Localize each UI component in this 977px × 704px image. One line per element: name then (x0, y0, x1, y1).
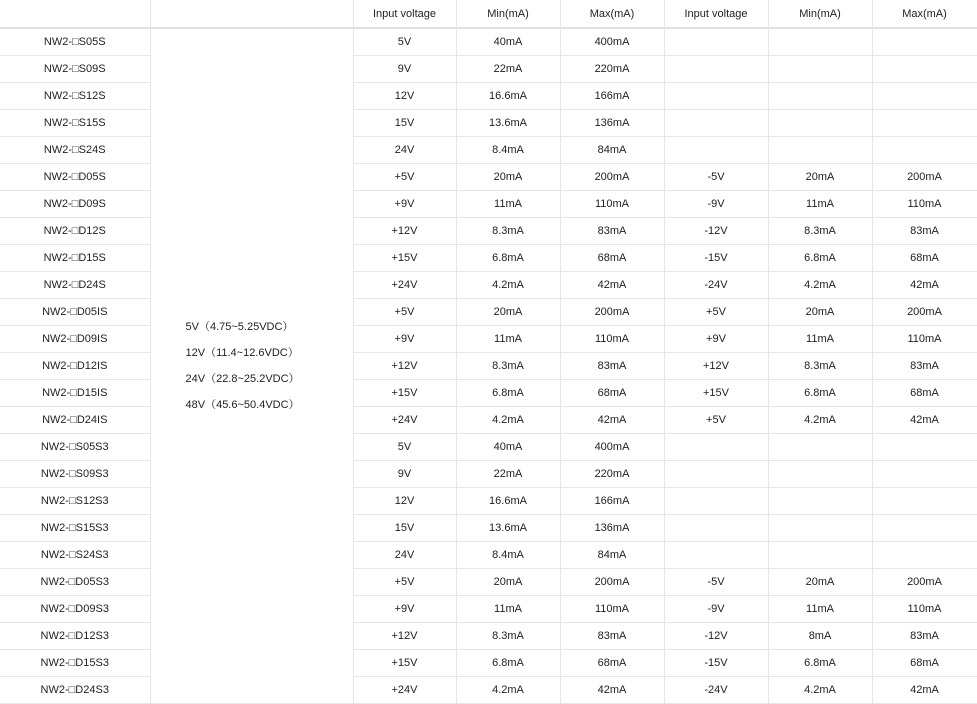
min-2-cell: 8mA (768, 623, 872, 650)
max-2-cell: 42mA (872, 407, 977, 434)
model-cell: NW2-□D24S (0, 272, 150, 299)
max-1-cell: 84mA (560, 137, 664, 164)
table-row (0, 83, 977, 110)
max-1-cell: 110mA (560, 326, 664, 353)
max-1-cell: 110mA (560, 596, 664, 623)
max-2-cell: 200mA (872, 569, 977, 596)
min-2-cell: 6.8mA (768, 245, 872, 272)
max-1-cell: 42mA (560, 677, 664, 704)
table-row (0, 569, 977, 596)
model-cell: NW2-□D12IS (0, 353, 150, 380)
table-row (0, 353, 977, 380)
voltage-1-cell: 12V (353, 488, 456, 515)
table-row (0, 326, 977, 353)
header-input-range (150, 0, 353, 28)
min-1-cell: 13.6mA (456, 110, 560, 137)
voltage-2-cell (664, 434, 768, 461)
min-2-cell (768, 488, 872, 515)
min-2-cell (768, 110, 872, 137)
table-header-row (0, 0, 977, 28)
header-input-voltage-2: Input voltage (664, 0, 768, 28)
min-1-cell: 13.6mA (456, 515, 560, 542)
max-2-cell: 83mA (872, 623, 977, 650)
voltage-2-cell: -12V (664, 623, 768, 650)
max-1-cell: 42mA (560, 272, 664, 299)
min-2-cell: 6.8mA (768, 380, 872, 407)
input-range-line: 5V（4.75~5.25VDC） (185, 321, 294, 333)
max-2-cell: 68mA (872, 380, 977, 407)
min-1-cell: 11mA (456, 191, 560, 218)
min-1-cell: 6.8mA (456, 380, 560, 407)
min-1-cell: 40mA (456, 28, 560, 56)
voltage-1-cell: 9V (353, 56, 456, 83)
model-cell: NW2-□D05IS (0, 299, 150, 326)
table-row (0, 380, 977, 407)
max-2-cell (872, 434, 977, 461)
voltage-2-cell: -5V (664, 164, 768, 191)
voltage-2-cell: -24V (664, 272, 768, 299)
max-2-cell: 110mA (872, 326, 977, 353)
table-row (0, 110, 977, 137)
max-2-cell (872, 28, 977, 56)
min-1-cell: 4.2mA (456, 407, 560, 434)
min-1-cell: 22mA (456, 461, 560, 488)
model-cell: NW2-□D15IS (0, 380, 150, 407)
table-row (0, 542, 977, 569)
max-2-cell: 200mA (872, 164, 977, 191)
max-2-cell: 68mA (872, 245, 977, 272)
min-1-cell: 11mA (456, 326, 560, 353)
table-row (0, 515, 977, 542)
voltage-1-cell: +24V (353, 272, 456, 299)
voltage-2-cell: -9V (664, 191, 768, 218)
max-2-cell: 83mA (872, 353, 977, 380)
model-cell: NW2-□S24S3 (0, 542, 150, 569)
max-1-cell: 200mA (560, 569, 664, 596)
max-2-cell: 110mA (872, 596, 977, 623)
max-1-cell: 220mA (560, 56, 664, 83)
min-2-cell: 11mA (768, 191, 872, 218)
input-voltage-range-cell (150, 28, 353, 704)
model-cell: NW2-□D24IS (0, 407, 150, 434)
max-1-cell: 200mA (560, 299, 664, 326)
model-cell: NW2-□D05S (0, 164, 150, 191)
max-2-cell: 42mA (872, 677, 977, 704)
header-min-2: Min(mA) (768, 0, 872, 28)
model-cell: NW2-□S09S3 (0, 461, 150, 488)
min-1-cell: 6.8mA (456, 245, 560, 272)
max-1-cell: 84mA (560, 542, 664, 569)
voltage-1-cell: 12V (353, 83, 456, 110)
max-2-cell: 68mA (872, 650, 977, 677)
max-2-cell: 83mA (872, 218, 977, 245)
min-2-cell: 8.3mA (768, 218, 872, 245)
min-2-cell: 20mA (768, 164, 872, 191)
max-2-cell: 110mA (872, 191, 977, 218)
table-row (0, 434, 977, 461)
table-row (0, 461, 977, 488)
header-model (0, 0, 150, 28)
voltage-1-cell: +12V (353, 623, 456, 650)
min-1-cell: 16.6mA (456, 488, 560, 515)
voltage-2-cell: -15V (664, 650, 768, 677)
model-cell: NW2-□D15S3 (0, 650, 150, 677)
voltage-1-cell: +9V (353, 326, 456, 353)
voltage-2-cell: -12V (664, 218, 768, 245)
min-1-cell: 4.2mA (456, 272, 560, 299)
max-2-cell (872, 488, 977, 515)
table-row (0, 623, 977, 650)
voltage-1-cell: +15V (353, 380, 456, 407)
max-2-cell: 200mA (872, 299, 977, 326)
max-1-cell: 42mA (560, 407, 664, 434)
model-cell: NW2-□S05S3 (0, 434, 150, 461)
model-cell: NW2-□D15S (0, 245, 150, 272)
max-2-cell: 42mA (872, 272, 977, 299)
voltage-2-cell: +9V (664, 326, 768, 353)
voltage-2-cell (664, 110, 768, 137)
model-cell: NW2-□D12S (0, 218, 150, 245)
min-2-cell (768, 515, 872, 542)
voltage-1-cell: +5V (353, 164, 456, 191)
voltage-2-cell: +5V (664, 407, 768, 434)
voltage-1-cell: +24V (353, 407, 456, 434)
voltage-1-cell: +15V (353, 245, 456, 272)
model-cell: NW2-□D24S3 (0, 677, 150, 704)
min-2-cell (768, 137, 872, 164)
table-row (0, 28, 977, 56)
voltage-2-cell: -5V (664, 569, 768, 596)
voltage-2-cell: +15V (664, 380, 768, 407)
voltage-1-cell: +12V (353, 353, 456, 380)
voltage-2-cell: +5V (664, 299, 768, 326)
min-1-cell: 20mA (456, 299, 560, 326)
input-range-line: 24V（22.8~25.2VDC） (185, 373, 300, 385)
voltage-2-cell (664, 461, 768, 488)
max-2-cell (872, 83, 977, 110)
min-2-cell: 8.3mA (768, 353, 872, 380)
voltage-1-cell: +9V (353, 191, 456, 218)
max-2-cell (872, 110, 977, 137)
max-1-cell: 400mA (560, 434, 664, 461)
voltage-1-cell: +24V (353, 677, 456, 704)
table-row (0, 650, 977, 677)
model-cell: NW2-□D09S (0, 191, 150, 218)
table-row (0, 164, 977, 191)
voltage-2-cell: -9V (664, 596, 768, 623)
voltage-1-cell: +15V (353, 650, 456, 677)
max-1-cell: 166mA (560, 83, 664, 110)
min-1-cell: 8.4mA (456, 542, 560, 569)
min-2-cell (768, 461, 872, 488)
max-1-cell: 166mA (560, 488, 664, 515)
table-row (0, 245, 977, 272)
voltage-1-cell: +12V (353, 218, 456, 245)
min-1-cell: 20mA (456, 164, 560, 191)
max-1-cell: 400mA (560, 28, 664, 56)
min-1-cell: 40mA (456, 434, 560, 461)
min-2-cell: 11mA (768, 326, 872, 353)
voltage-1-cell: 9V (353, 461, 456, 488)
table-row (0, 191, 977, 218)
voltage-2-cell (664, 28, 768, 56)
max-1-cell: 200mA (560, 164, 664, 191)
max-1-cell: 68mA (560, 245, 664, 272)
voltage-1-cell: 24V (353, 137, 456, 164)
model-cell: NW2-□D12S3 (0, 623, 150, 650)
voltage-2-cell (664, 56, 768, 83)
min-2-cell (768, 542, 872, 569)
max-1-cell: 83mA (560, 353, 664, 380)
max-2-cell (872, 56, 977, 83)
min-2-cell (768, 434, 872, 461)
min-2-cell: 4.2mA (768, 677, 872, 704)
table-row (0, 299, 977, 326)
model-cell: NW2-□S05S (0, 28, 150, 56)
table-body (0, 28, 977, 704)
voltage-1-cell: 5V (353, 434, 456, 461)
voltage-2-cell: +12V (664, 353, 768, 380)
model-cell: NW2-□D09IS (0, 326, 150, 353)
header-max-2: Max(mA) (872, 0, 977, 28)
max-2-cell (872, 137, 977, 164)
table-row (0, 137, 977, 164)
table-row (0, 407, 977, 434)
min-2-cell: 4.2mA (768, 407, 872, 434)
min-2-cell (768, 28, 872, 56)
min-1-cell: 11mA (456, 596, 560, 623)
voltage-2-cell: -15V (664, 245, 768, 272)
min-2-cell: 20mA (768, 569, 872, 596)
model-cell: NW2-□S15S3 (0, 515, 150, 542)
voltage-1-cell: 15V (353, 110, 456, 137)
model-cell: NW2-□S24S (0, 137, 150, 164)
min-1-cell: 6.8mA (456, 650, 560, 677)
max-2-cell (872, 461, 977, 488)
min-1-cell: 8.4mA (456, 137, 560, 164)
model-cell: NW2-□D05S3 (0, 569, 150, 596)
model-cell: NW2-□D09S3 (0, 596, 150, 623)
table-row (0, 596, 977, 623)
max-1-cell: 136mA (560, 515, 664, 542)
min-2-cell: 11mA (768, 596, 872, 623)
model-cell: NW2-□S09S (0, 56, 150, 83)
max-1-cell: 68mA (560, 650, 664, 677)
header-max-1: Max(mA) (560, 0, 664, 28)
table-row (0, 56, 977, 83)
voltage-1-cell: 5V (353, 28, 456, 56)
min-2-cell: 6.8mA (768, 650, 872, 677)
max-1-cell: 136mA (560, 110, 664, 137)
max-1-cell: 110mA (560, 191, 664, 218)
voltage-2-cell (664, 515, 768, 542)
table-row (0, 488, 977, 515)
input-range-line: 48V（45.6~50.4VDC） (185, 399, 300, 411)
max-1-cell: 83mA (560, 218, 664, 245)
table-row (0, 218, 977, 245)
min-2-cell (768, 56, 872, 83)
max-1-cell: 220mA (560, 461, 664, 488)
min-2-cell: 4.2mA (768, 272, 872, 299)
header-min-1: Min(mA) (456, 0, 560, 28)
table-row (0, 677, 977, 704)
header-input-voltage-1: Input voltage (353, 0, 456, 28)
min-1-cell: 16.6mA (456, 83, 560, 110)
voltage-2-cell (664, 542, 768, 569)
min-1-cell: 8.3mA (456, 353, 560, 380)
model-cell: NW2-□S15S (0, 110, 150, 137)
min-1-cell: 4.2mA (456, 677, 560, 704)
voltage-2-cell: -24V (664, 677, 768, 704)
min-2-cell (768, 83, 872, 110)
min-1-cell: 8.3mA (456, 218, 560, 245)
model-cell: NW2-□S12S (0, 83, 150, 110)
min-1-cell: 22mA (456, 56, 560, 83)
voltage-1-cell: +5V (353, 569, 456, 596)
max-1-cell: 83mA (560, 623, 664, 650)
max-2-cell (872, 515, 977, 542)
max-1-cell: 68mA (560, 380, 664, 407)
voltage-1-cell: 24V (353, 542, 456, 569)
table-row (0, 272, 977, 299)
min-1-cell: 20mA (456, 569, 560, 596)
min-2-cell: 20mA (768, 299, 872, 326)
min-1-cell: 8.3mA (456, 623, 560, 650)
voltage-1-cell: +5V (353, 299, 456, 326)
voltage-1-cell: 15V (353, 515, 456, 542)
voltage-2-cell (664, 488, 768, 515)
input-range-line: 12V（11.4~12.6VDC） (185, 347, 299, 359)
voltage-1-cell: +9V (353, 596, 456, 623)
model-cell: NW2-□S12S3 (0, 488, 150, 515)
voltage-2-cell (664, 83, 768, 110)
voltage-2-cell (664, 137, 768, 164)
max-2-cell (872, 542, 977, 569)
